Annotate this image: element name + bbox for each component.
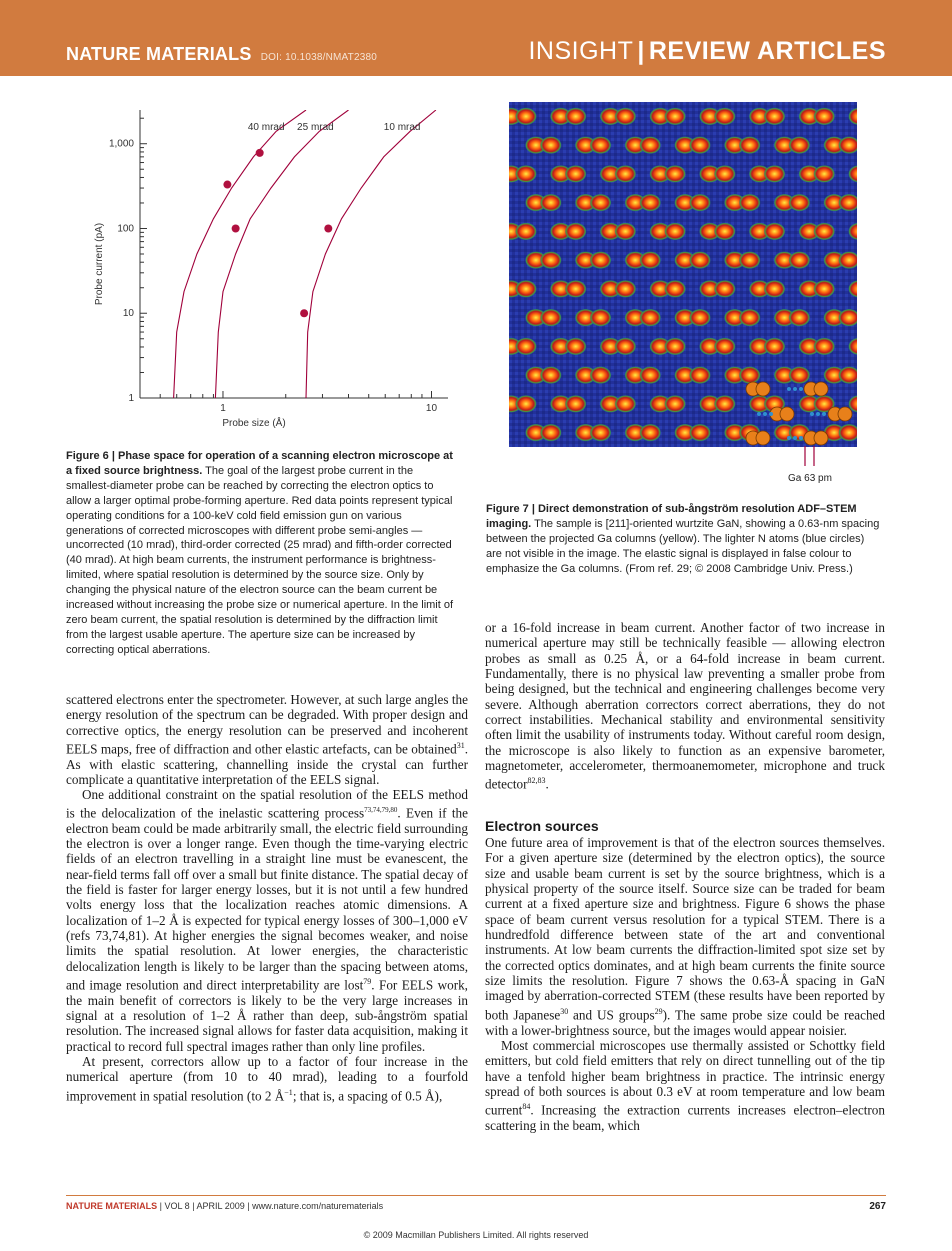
ga-column-blob	[515, 280, 537, 298]
ga-column-blob	[515, 395, 537, 413]
ga-column-blob	[614, 222, 636, 240]
figure-7-stem-image	[509, 102, 857, 447]
ga-spacing-label: Ga 63 pm	[788, 473, 832, 484]
paragraph-text: ). The same probe size could be reached with a lower-brightness source, but the images would appear noisier.	[485, 1007, 885, 1038]
x-axis-label: Probe size (Å)	[222, 418, 286, 429]
ga-atom-circle	[814, 431, 828, 445]
ga-column-blob	[515, 165, 537, 183]
data-point	[300, 309, 308, 317]
series-curve	[306, 110, 436, 398]
figure-6-chart	[80, 98, 460, 434]
section-insight: INSIGHT	[528, 37, 634, 65]
paragraph-text: . As with elastic scattering, channelling inside the crystal can further complicate a quantitative interpretation of the EELS signal.	[66, 741, 468, 788]
ga-column-blob	[515, 337, 537, 355]
ga-column-blob	[565, 222, 587, 240]
citation: 29	[654, 1006, 663, 1016]
ga-column-blob	[739, 194, 761, 212]
citation: 79	[363, 976, 372, 986]
data-point	[324, 224, 332, 232]
ga-column-blob	[590, 424, 612, 442]
footer-journal-name: NATURE MATERIALS	[66, 1201, 158, 1211]
ga-column-blob	[565, 107, 587, 125]
x-tick-label: 10	[425, 403, 438, 414]
section-review-articles: REVIEW ARTICLES	[648, 37, 886, 65]
ga-column-blob	[540, 424, 562, 442]
plot-area	[94, 110, 448, 429]
body-right-column-bottom	[485, 818, 885, 1133]
ga-column-blob	[788, 194, 810, 212]
ga-column-blob	[664, 395, 686, 413]
paragraph-text: One additional constraint on the spatial resolution of the EELS method is the delocalization of the inelastic scattering process	[66, 787, 468, 821]
series-label: 10 mrad	[383, 122, 421, 133]
ga-column-blob	[590, 194, 612, 212]
ga-column-blob	[689, 309, 711, 327]
ga-column-blob	[664, 222, 686, 240]
journal-title	[66, 44, 377, 65]
page-footer	[66, 1201, 886, 1211]
figure-7-caption	[486, 502, 880, 577]
paragraph	[66, 1054, 468, 1103]
paragraph-text: scattered electrons enter the spectrometer. However, at such large angles the energy resolution of the spectrum can be degraded. With proper design and corrective optics, the energy resolution can be preserved and incoherent EELS maps, free of diffraction and other elastic artefacts, can be obtained	[66, 692, 468, 757]
ga-column-blob	[515, 107, 537, 125]
paragraph	[66, 692, 468, 787]
section-heading: Electron sources	[485, 818, 599, 834]
data-point	[223, 181, 231, 189]
ga-column-blob	[813, 280, 835, 298]
y-tick-label: 1	[128, 393, 134, 404]
n-atom-dot	[787, 387, 791, 391]
ga-column-blob	[639, 424, 661, 442]
ga-column-blob	[639, 251, 661, 269]
series-label: 40 mrad	[247, 122, 285, 133]
ga-column-blob	[739, 251, 761, 269]
citation: 31	[456, 741, 465, 751]
y-tick-label: 100	[117, 223, 134, 235]
figure-6-caption-text: The goal of the largest probe current in the smallest-diameter probe can be reached by correcting the electron optics to allow a larger optimal probe-forming aperture. Red data points represent typical operating conditions for a 100-keV cold field emission gun on various generations of corrected microscopes with different probe semi-angles — uncorrected (10 mrad), third-order corrected (25 mrad) and fifth-order corrected (40 mrad). At high beam currents, the instrument performance is brightness-limited, where spatial resolution is determined by the source size. Only by changing the physical nature of the electron source can the beam current be increased without increasing the probe size or numerical aperture. In the limit of zero beam current, the spatial resolution is determined by the diffraction limit from the largest usable aperture. The aperture size can be increased by correcting optical aberrations.	[66, 464, 454, 656]
ga-atom-circle	[780, 407, 794, 421]
superscript: −1	[284, 1087, 293, 1097]
paragraph-text: One future area of improvement is that of the electron sources themselves. For a given aperture size (determined by the electron optics), the source size and usable beam current is set by the source brightness, which is a physical property of the source itself. Source size can be traded for beam current at a fixed aperture size and brightness. Figure 6 shows the phase space of beam current versus resolution for a typical STEM. There is a hundredfold difference between state of the art and conventional instruments. At low beam currents the diffraction-limited spot size set by the corrected optics dominates, and at high beam currents the finite source size limits the resolution. Figure 7 shows the 0.63-Å spacing in GaN imaged by aberration-corrected STEM (these results have been reported by both Japanese	[485, 835, 885, 1023]
n-atom-dot	[799, 436, 803, 440]
ga-column-blob	[664, 280, 686, 298]
series-curve	[215, 110, 348, 398]
journal-header-bar	[0, 0, 952, 76]
paragraph-text: Most commercial microscopes use thermally assisted or Schottky field emitters, but cold field emitters that rely on direct tunnelling out of the tip have a tenfold higher beam brightness in practice. The intrinsic energy spread of both sources is about 0.3 eV at room temperature and low beam current	[485, 1037, 885, 1118]
ga-column-blob	[764, 280, 786, 298]
copyright-notice: © 2009 Macmillan Publishers Limited. All rights reserved	[363, 1230, 589, 1240]
citation: 84	[522, 1102, 531, 1112]
ga-column-blob	[788, 136, 810, 154]
figure-6-caption-title: Figure 6 | Phase space for operation of a scanning electron microscope at a fixed source brightness.	[66, 450, 453, 477]
x-tick-label: 1	[220, 403, 226, 414]
ga-column-blob	[788, 366, 810, 384]
ga-column-blob	[714, 107, 736, 125]
figure-7-caption-title: Figure 7 | Direct demonstration of sub-ångström resolution ADF–STEM imaging.	[486, 503, 857, 530]
y-tick-label: 1,000	[108, 138, 134, 150]
n-atom-dot	[816, 412, 820, 416]
ga-column-blob	[614, 165, 636, 183]
paragraph-text: At present, correctors allow up to a factor of four increase in the numerical aperture (from 10 to 40 mrad), leading to a fourfold improvement in spatial resolution (to 2 Å	[66, 1054, 468, 1104]
ga-spacing-annotation	[760, 446, 860, 486]
n-atom-dot	[757, 412, 761, 416]
ga-atom-circle	[756, 382, 770, 396]
body-right-column-top	[485, 620, 885, 792]
paragraph-text: and US groups	[568, 1007, 655, 1023]
ga-column-blob	[764, 222, 786, 240]
ga-column-blob	[714, 280, 736, 298]
body-left-column	[66, 692, 468, 1104]
ga-column-blob	[590, 309, 612, 327]
ga-column-blob	[614, 107, 636, 125]
ga-column-blob	[739, 136, 761, 154]
citation: 82,83	[527, 776, 546, 786]
n-atom-dot	[810, 412, 814, 416]
ga-column-blob	[764, 337, 786, 355]
ga-column-blob	[739, 309, 761, 327]
ga-column-blob	[714, 337, 736, 355]
ga-column-blob	[813, 165, 835, 183]
ga-column-blob	[813, 222, 835, 240]
ga-column-blob	[590, 366, 612, 384]
paragraph-text: or a 16-fold increase in beam current. Another factor of two increase in numerical aperture may still be technically feasible — allowing electron probes as small as 0.25 Å, or a 64-fold increase in beam current. Fundamentally, there is no physical law preventing a smaller probe from being designed, but the technical and engineering challenges become very severe. Although aberration correctors correct aberrations, they do not correct instabilities. Mechanical stability and environmental sensitivity often limit the usability of instruments today. Without careful room design, the microscope is also likely to function as an expensive barometer, magnetometer, accelerometer, thermoanemometer, microphone and truck detector	[485, 620, 885, 792]
ga-column-blob	[590, 136, 612, 154]
citation: 30	[560, 1006, 569, 1016]
ga-column-blob	[540, 309, 562, 327]
section-title	[528, 37, 886, 66]
figure-7-caption-text: The sample is [211]-oriented wurtzite GaN, showing a 0.63-nm spacing between the projected Ga columns (yellow). The lighter N atoms (blue circles) are not visible in the image. The elastic signal is displayed in false colour to emphasize the Ga columns. (From ref. 29; © 2008 Cambridge Univ. Press.)	[486, 517, 880, 575]
ga-column-blob	[714, 165, 736, 183]
ga-column-blob	[689, 136, 711, 154]
paragraph-text: . Even if the electron beam could be made arbitrarily small, the electric field surrounding the electron is over a longer range. Even though the time-varying electric fields of an electron travelling in a straight line must be evanescent, the near-field terms fall off over a small but finite distance. The spatial decay of the field is faster for larger energy losses, but it is not until a few hundred volts energy loss that the localization reaches atomic dimensions. A localization of 1–2 Å is expected for typical energy losses of 300–1,000 eV (refs 73,74,81). At higher energies the signal becomes weaker, and noise limits the spatial resolution. At lower energies, the characteristic delocalization length is likely to be larger than the spacing between atoms, and image resolution and direct interpretability are lost	[66, 805, 469, 993]
ga-column-blob	[515, 222, 537, 240]
paragraph-text: . Increasing the extraction currents increases electron–electron scattering in the beam, which	[485, 1102, 885, 1133]
doi-text: DOI: 10.1038/NMAT2380	[260, 52, 378, 63]
ga-column-blob	[788, 251, 810, 269]
data-point	[256, 149, 264, 157]
ga-column-blob	[639, 136, 661, 154]
ga-column-blob	[664, 165, 686, 183]
ga-column-blob	[714, 395, 736, 413]
citation: 73,74,79,80	[364, 805, 398, 814]
series-curve	[174, 110, 306, 398]
ga-column-blob	[540, 136, 562, 154]
n-atom-dot	[793, 436, 797, 440]
ga-column-blob	[565, 165, 587, 183]
paragraph-text: .	[545, 776, 549, 792]
n-atom-dot	[799, 387, 803, 391]
figure-6-caption	[66, 449, 460, 658]
ga-column-blob	[689, 366, 711, 384]
data-point	[232, 224, 240, 232]
ga-column-blob	[689, 251, 711, 269]
ga-column-blob	[614, 280, 636, 298]
y-tick-label: 10	[122, 308, 134, 320]
ga-column-blob	[565, 395, 587, 413]
ga-column-blob	[689, 194, 711, 212]
n-atom-dot	[769, 412, 773, 416]
journal-name: NATURE MATERIALS	[66, 44, 252, 64]
ga-column-blob	[614, 337, 636, 355]
ga-column-blob	[764, 107, 786, 125]
ga-column-blob	[639, 366, 661, 384]
n-atom-dot	[787, 436, 791, 440]
footer-rule	[66, 1195, 886, 1196]
ga-column-blob	[764, 165, 786, 183]
ga-column-blob	[639, 194, 661, 212]
ga-column-blob	[614, 395, 636, 413]
ga-column-blob	[540, 194, 562, 212]
ga-column-blob	[664, 337, 686, 355]
paragraph	[485, 1038, 885, 1133]
ga-column-blob	[739, 366, 761, 384]
ga-column-blob	[565, 280, 587, 298]
ga-column-blob	[813, 337, 835, 355]
y-axis-label: Probe current (pA)	[94, 222, 105, 306]
ga-column-blob	[540, 366, 562, 384]
page-number: 267	[869, 1201, 886, 1212]
series-label: 25 mrad	[297, 122, 334, 133]
paragraph-text: . For EELS work, the main benefit of correctors is likely to be the very large increases in signal at a resolution of 1–2 Å rather than deep, sub-ångström spatial resolution. The increased signal allows for faster data acquisition, making it practical to record full spectral images rather than only line profiles.	[66, 977, 468, 1054]
n-atom-dot	[822, 412, 826, 416]
n-atom-dot	[763, 412, 767, 416]
n-atom-dot	[793, 387, 797, 391]
ga-atom-circle	[756, 431, 770, 445]
ga-column-blob	[565, 337, 587, 355]
paragraph	[66, 787, 468, 1054]
ga-column-blob	[639, 309, 661, 327]
ga-column-blob	[714, 222, 736, 240]
ga-atom-circle	[838, 407, 852, 421]
ga-column-blob	[689, 424, 711, 442]
paragraph	[485, 835, 885, 1038]
ga-column-blob	[813, 107, 835, 125]
ga-column-blob	[540, 251, 562, 269]
footer-issue-info: | VOL 8 | APRIL 2009 | www.nature.com/naturematerials	[157, 1201, 384, 1211]
ga-column-blob	[590, 251, 612, 269]
ga-column-blob	[788, 309, 810, 327]
paragraph-text: ; that is, a spacing of 0.5 Å),	[292, 1088, 443, 1104]
ga-atom-circle	[814, 382, 828, 396]
paragraph	[485, 620, 885, 792]
section-separator: |	[637, 37, 645, 65]
ga-column-blob	[664, 107, 686, 125]
